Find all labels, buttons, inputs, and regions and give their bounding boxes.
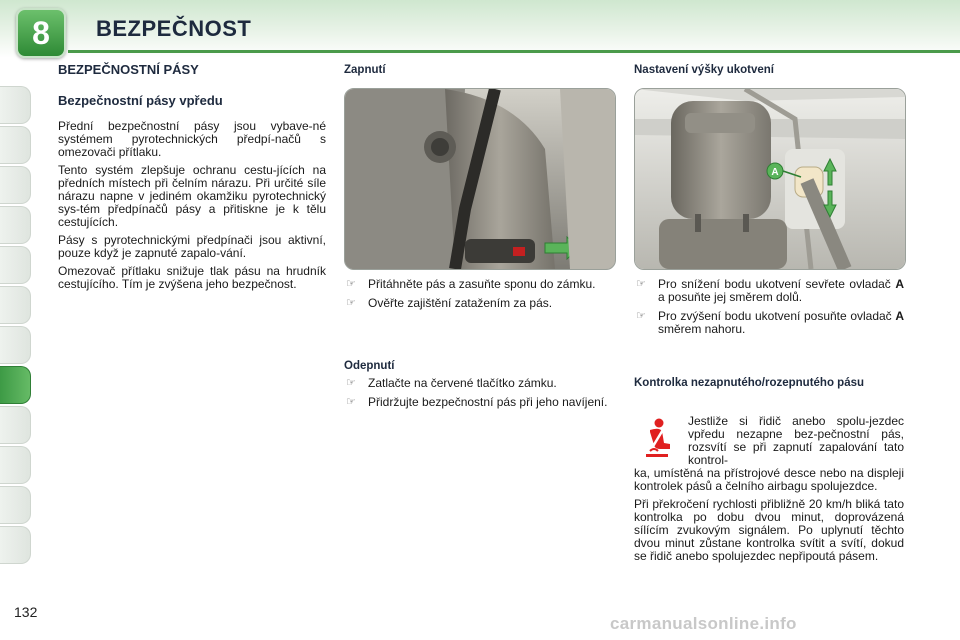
watermark: carmanualsonline.info	[610, 614, 797, 633]
side-tab-6[interactable]	[0, 286, 31, 324]
list-item: ☞ Pro snížení bodu ukotvení sevřete ovladač A a posuňte jej směrem dolů.	[636, 277, 904, 304]
paragraph: Přední bezpečnostní pásy jsou vybave-né systémem pyrotechnických předpí-načů s omezovači přítlaku.	[58, 119, 326, 159]
hand-pointer-icon: ☞	[346, 297, 356, 309]
subtitle: Bezpečnostní pásy vpředu	[58, 93, 223, 108]
hand-pointer-icon: ☞	[636, 278, 646, 290]
belt-height-photo	[634, 88, 906, 270]
header-rule	[68, 50, 960, 53]
list-item: ☞ Ověřte zajištění zatažením za pás.	[346, 296, 553, 310]
side-tab-5[interactable]	[0, 246, 31, 284]
paragraph: Tento systém zlepšuje ochranu cestu-jících na předních místech při čelním nárazu. Při určité síle nárazu napne v jediném okamžiku pyrotechnický sys-tém předpínačů pásy a přitiskne je k tělu cestujících.	[58, 163, 326, 229]
hand-pointer-icon: ☞	[346, 377, 356, 389]
side-tab-12[interactable]	[0, 526, 31, 564]
side-tab-10[interactable]	[0, 446, 31, 484]
warning-intro: Jestliže si řidič anebo spolu-jezdec vpředu nezapne bez-pečnostní pás, rozsvítí se při zapnutí zapalování tato kontrol-	[688, 414, 904, 467]
side-tab-9[interactable]	[0, 406, 31, 444]
chapter-badge: 8	[16, 8, 66, 58]
heading-unfasten: Odepnutí	[344, 360, 395, 372]
section-title: BEZPEČNOSTNÍ PÁSY	[58, 62, 199, 77]
side-tab-8-active[interactable]	[0, 366, 31, 404]
heading-fasten: Zapnutí	[344, 64, 386, 76]
hand-pointer-icon: ☞	[346, 396, 356, 408]
heading-warning-lamp: Kontrolka nezapnutého/rozepnutého pásu	[634, 377, 865, 389]
seatbelt-warning-icon	[640, 418, 674, 458]
side-tab-2[interactable]	[0, 126, 31, 164]
side-tab-4[interactable]	[0, 206, 31, 244]
list-item: ☞ Přitáhněte pás a zasuňte sponu do zámku.	[346, 277, 596, 291]
side-tab-3[interactable]	[0, 166, 31, 204]
paragraph: Pásy s pyrotechnickými předpínači jsou aktivní, pouze když je zapnuté zapalo-vání.	[58, 233, 326, 260]
height-list	[634, 278, 904, 342]
paragraph: Omezovač přítlaku snižuje tlak pásu na hrudník cestujícího. Tím je zvýšena jeho bezpečnost.	[58, 264, 326, 291]
warning-text: ka, umístěná na přístrojové desce nebo na displeji kontrolek pásů a čelního airbagu spolujezdce. Při překročení rychlosti přibližně 20 km/h bliká tato kontrolka po dobu dvou minut, doprovázená sílícím zvukovým signálem. Po uplynutí těchto dvou minut zůstane kontrolka svítit a svítí, dokud se řidič anebo spolujezdec nepřipoutá pásem.	[634, 466, 904, 563]
hand-pointer-icon: ☞	[636, 310, 646, 322]
seatbelt-buckle-photo	[344, 88, 616, 270]
list-item: ☞ Zatlačte na červené tlačítko zámku.	[346, 376, 557, 390]
chapter-title: BEZPEČNOST	[96, 16, 252, 41]
unfasten-list	[344, 377, 616, 415]
fasten-list	[344, 278, 616, 316]
hand-pointer-icon: ☞	[346, 278, 356, 290]
control-a-label: A	[771, 167, 779, 178]
column-1	[58, 62, 326, 296]
list-item: ☞ Přidržujte bezpečnostní pás při jeho navíjení.	[346, 395, 608, 409]
side-tab-7[interactable]	[0, 326, 31, 364]
list-item: ☞ Pro zvýšení bodu ukotvení posuňte ovladač A směrem nahoru.	[636, 309, 904, 336]
page-number: 132	[14, 604, 38, 620]
side-tab-11[interactable]	[0, 486, 31, 524]
heading-height: Nastavení výšky ukotvení	[634, 64, 774, 76]
side-tab-1[interactable]	[0, 86, 31, 124]
